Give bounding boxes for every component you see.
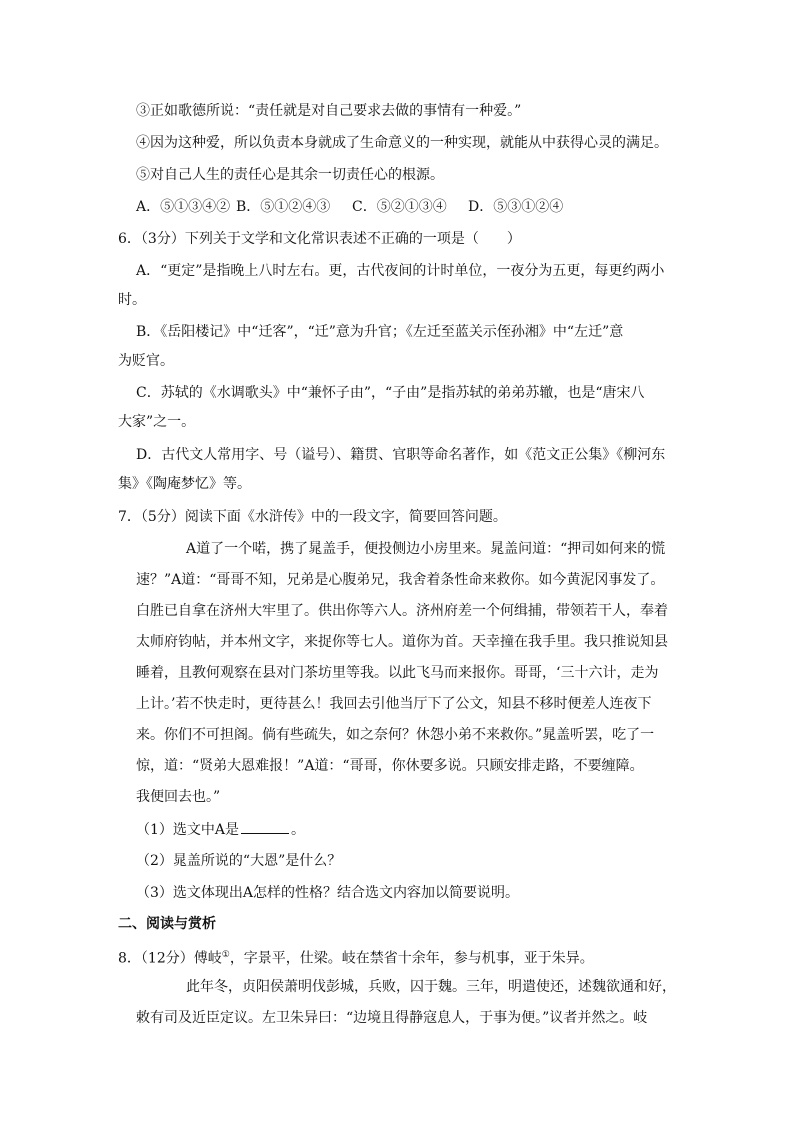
q8-passage-line: 此年冬，贞阳侯萧明伐彭城，兵败，囚于魏。三年，明遣使还，述魏欲通和好， [186,979,676,995]
q8-passage-line: 敕有司及近臣定议。左卫朱异曰：“边境且得静寇息人，于事为便。”议者并然之。岐 [136,1010,648,1026]
footnote-marker[interactable]: ① [221,950,230,960]
q8-stem-start: 8．（12分）傅岐 [118,950,222,967]
q7-sub3: （3）选文体现出A怎样的性格？结合选文内容加以简要说明。 [136,885,520,901]
q7-sub2: （2）晁盖所说的“大恩”是什么？ [136,853,342,869]
q6-option-c-line2: 大家”之一。 [118,414,196,430]
q6-option-a-line2: 时。 [118,292,146,308]
q6-option-a-line1: A．“更定”是指晚上八时左右。更，古代夜间的计时单位，一夜分为五更，每更约两小 [136,263,665,279]
q6-option-d-line2: 集》《陶庵梦忆》等。 [118,476,251,492]
section-heading: 二、阅读与赏析 [118,916,216,932]
q6-option-b-line2: 为贬官。 [118,353,174,369]
q7-sub1 [136,819,305,840]
q5-option-a: A．⑤①③④② [136,199,231,215]
q8-stem [118,945,594,969]
q7-passage-line: 来。你们不可担阁。倘有些疏失，如之奈何？休怨小弟不来救你。”晁盖听罢，吃了一 [136,727,655,743]
q7-sub1-prompt: （1）选文中A是 [136,822,240,838]
q7-passage-line: A道了一个喏，携了晁盖手，便投侧边小房里来。晁盖问道：“押司如何来的慌 [186,541,666,557]
q6-stem: 6．（3分）下列关于文学和文化常识表述不正确的一项是（ ） [118,231,521,247]
q7-passage-line: 睡着，且教何观察在县对门茶坊里等我。以此飞马而来报你。哥哥，‘三十六计，走为 [136,665,659,681]
q7-passage-line: 白胜已自拿在济州大牢里了。供出你等六人。济州府差一个何缉捕，带领若干人，奉着 [136,603,668,619]
q5-item-5: ⑤对自己人生的责任心是其余一切责任心的根源。 [136,167,444,183]
answer-blank[interactable] [241,819,289,834]
q5-item-4: ④因为这种爱，所以负责本身就成了生命意义的一种实现，就能从中获得心灵的满足。 [136,135,668,151]
q5-option-c: C．⑤②①③④ [352,199,447,215]
q7-sub1-end: 。 [291,822,306,838]
q7-stem: 7．（5分）阅读下面《水浒传》中的一段文字，简要回答问题。 [118,509,507,525]
q5-option-d: D．⑤③①②④ [468,199,564,215]
q7-passage-line: 速？”A道：“哥哥不知，兄弟是心腹弟兄，我舍着条性命来救你。如今黄泥冈事发了。 [136,572,665,588]
q6-option-d-line1: D．古代文人常用字、号（谥号）、籍贯、官职等命名著作，如《范文正公集》《柳河东 [136,447,666,463]
q6-option-b-line1: B．《岳阳楼记》中“迁客”，“迁”意为升官；《左迁至蓝关示侄孙湘》中“左迁”意 [136,324,624,340]
q7-passage-line: 上计。’若不快走时，更待甚么！我回去引他当厅下了公文，知县不移时便差人连夜下 [136,696,652,712]
q5-item-3: ③正如歌德所说：“责任就是对自己要求去做的事情有一种爱。” [136,103,522,119]
q8-stem-end: ，字景平，仕梁。岐在禁省十余年，参与机事，亚于朱异。 [229,950,594,967]
q5-options [136,197,563,217]
q6-option-c-line1: C．苏轼的《水调歌头》中“兼怀子由”，“子由”是指苏轼的弟弟苏辙，也是“唐宋八 [136,385,645,401]
q7-passage-line: 我便回去也。” [136,789,221,805]
q7-passage-line: 惊，道：“贤弟大恩难报！”A道：“哥哥，你休要多说。只顾安排走路，不要缠障。 [136,758,644,774]
q5-option-b: B．⑤①②④③ [236,199,331,215]
q7-passage-line: 太师府钧帖，并本州文字，来捉你等七人。道你为首。天幸撞在我手里。我只推说知县 [136,634,668,650]
